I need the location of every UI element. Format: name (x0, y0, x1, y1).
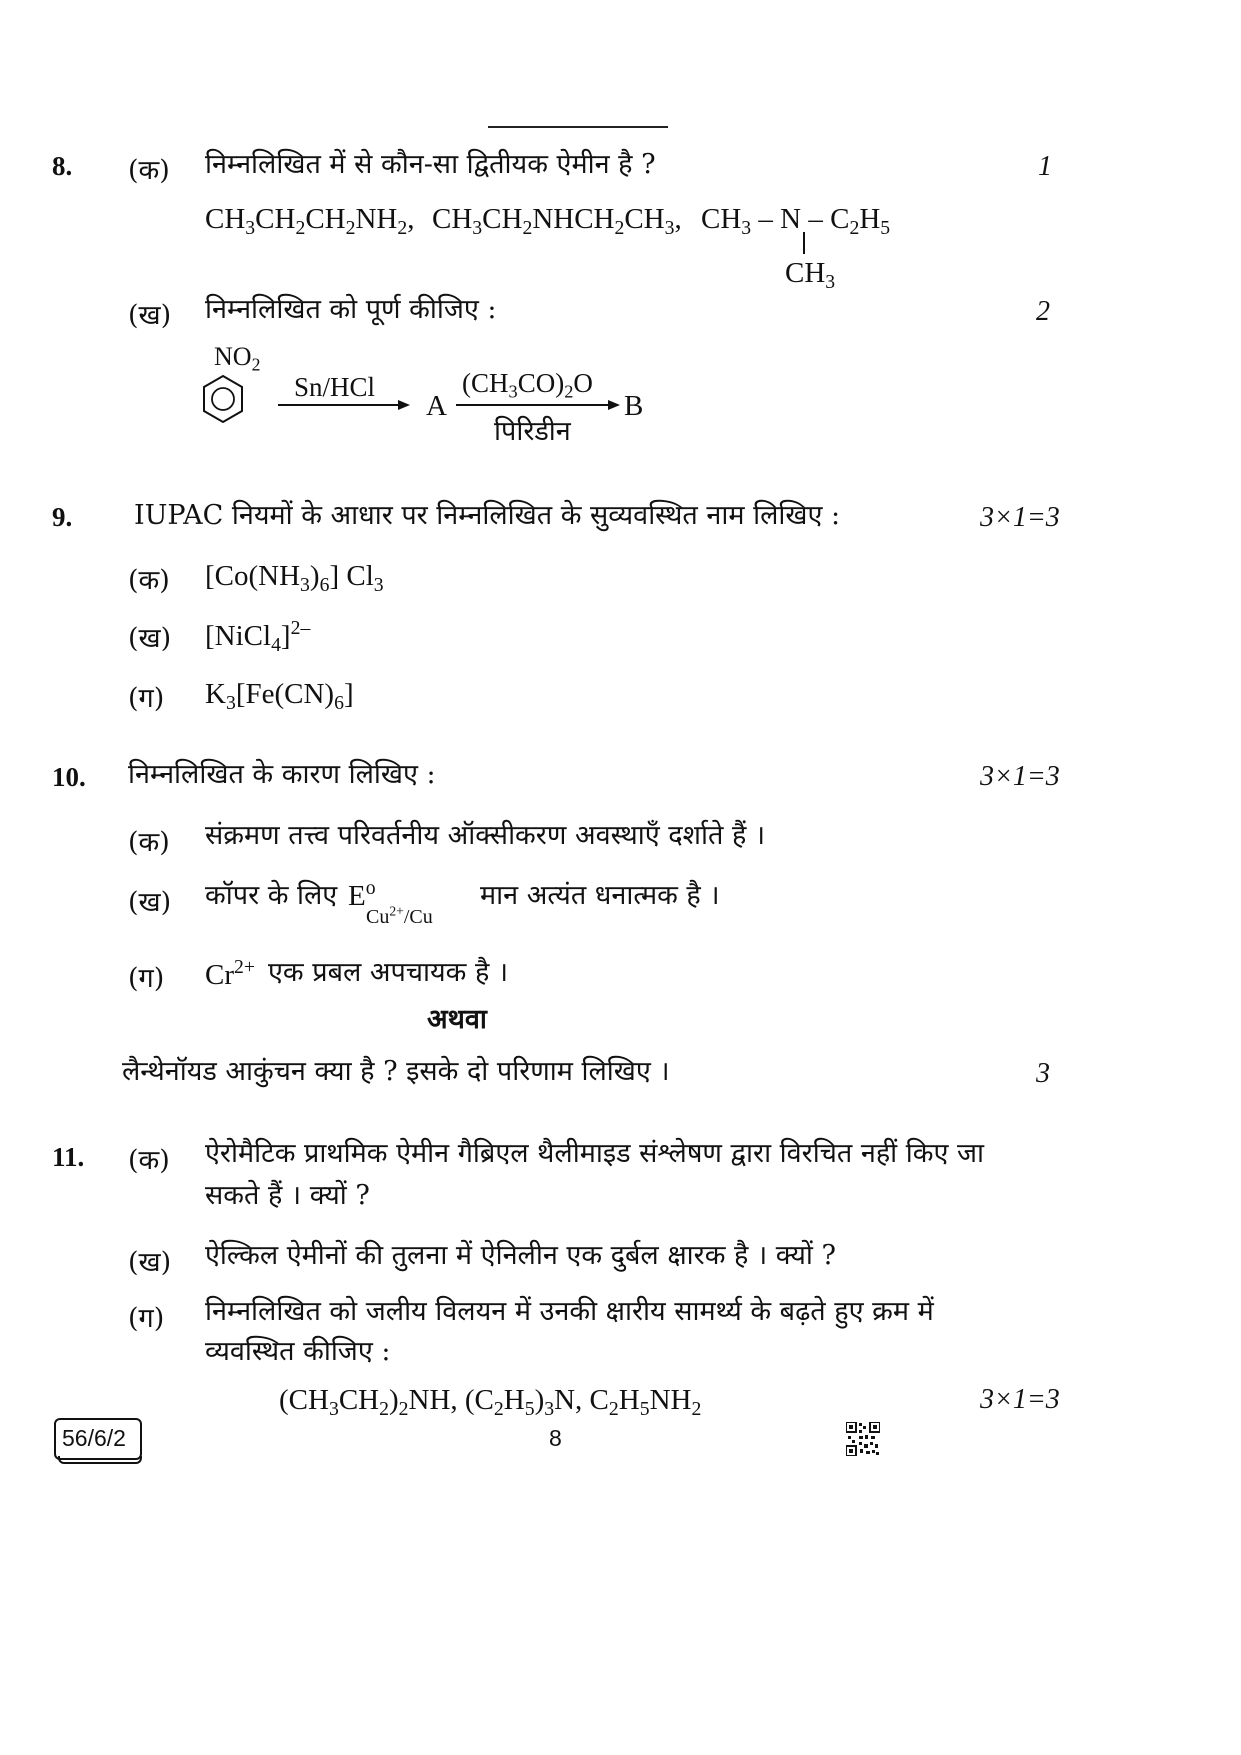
part-label: (क) (128, 565, 170, 596)
part-label: (क) (128, 155, 170, 186)
page-number: 8 (549, 1425, 562, 1451)
ion-formula: $Cr^{2+}$ (205, 956, 255, 991)
part-label: (क) (128, 1145, 170, 1176)
marks: 3×1=3 (980, 1384, 1060, 1415)
paper-code-box-shadow (58, 1456, 142, 1464)
marks: 3×1=3 (980, 761, 1060, 792)
part-label: (ख) (128, 1247, 172, 1278)
question-number: 10. (52, 762, 86, 792)
complex-formula: $K_3[Fe(CN)_6]$ (205, 678, 354, 714)
question-text: निम्नलिखित को जलीय विलयन में उनकी क्षारीय सामर्थ्य के बढ़ते हुए क्रम में (205, 1296, 934, 1327)
part-label: (ग) (128, 1303, 165, 1334)
amines-list: $(CH_3CH_2)_2NH$, $(C_2H_5)_3N$, $C_2H_5NH_2$ (279, 1384, 702, 1420)
electrode-potential-symbol: $E^o$ (348, 877, 376, 912)
question-number: 8. (52, 151, 73, 181)
question-text: एक प्रबल अपचायक है । (268, 957, 509, 988)
question-text: निम्नलिखित के कारण लिखिए : (128, 759, 436, 790)
question-text: संक्रमण तत्त्व परिवर्तनीय ऑक्सीकरण अवस्थाएँ दर्शाते हैं । (205, 820, 766, 851)
marks: 3 (1036, 1058, 1050, 1089)
complex-formula: $[Co(NH_3)_6]$ $Cl_3$ (205, 560, 384, 596)
part-label: (ख) (128, 887, 172, 918)
product-b: B (624, 390, 644, 422)
part-label: (ग) (128, 963, 165, 994)
nitro-group-label: $NO_2$ (214, 342, 261, 375)
electrode-potential-subscript: $Cu^{2+}/Cu$ (366, 903, 433, 928)
product-a: A (426, 390, 447, 422)
qr-code-icon (846, 1422, 880, 1456)
question-text: सकते हैं । क्यों ? (205, 1180, 370, 1211)
question-text: व्यवस्थित कीजिए : (205, 1336, 391, 1367)
question-text: लैन्थेनॉयड आकुंचन क्या है ? इसके दो परिणाम लिखिए । (122, 1056, 670, 1087)
question-text: कॉपर के लिए (205, 880, 338, 911)
bond-line (803, 232, 805, 254)
reagent-sn-hcl: Sn/HCl (294, 372, 376, 402)
marks: 1 (1038, 151, 1052, 182)
complex-formula: [NiCl$_4$]$^{2-}$ (205, 617, 311, 656)
part-label: (ख) (128, 623, 172, 654)
amine-formula-3: $CH_3$ – N – $C_2H_5$ (701, 203, 891, 239)
reaction-arrow-icon (456, 398, 622, 412)
question-text: निम्नलिखित को पूर्ण कीजिए : (205, 294, 497, 325)
paper-code: 56/6/2 (62, 1425, 126, 1451)
question-text: निम्नलिखित में से कौन-सा द्वितीयक ऐमीन है ? (205, 149, 656, 180)
question-text: ऐरोमैटिक प्राथमिक ऐमीन गैब्रिएल थैलीमाइड संश्लेषण द्वारा विरचित नहीं किए जा (205, 1138, 984, 1169)
benzene-ring-icon (200, 372, 246, 428)
question-text: IUPAC नियमों के आधार पर निम्नलिखित के सुव्यवस्थित नाम लिखिए : (134, 500, 841, 531)
question-number: 9. (52, 502, 73, 532)
part-label: (ख) (128, 300, 172, 331)
part-label: (ग) (128, 683, 165, 714)
methyl-branch: $CH_3$ (785, 257, 836, 293)
top-rule (488, 126, 668, 128)
marks: 3×1=3 (980, 502, 1060, 533)
condition-pyridine: पिरिडीन (494, 416, 571, 447)
question-number: 11. (52, 1142, 85, 1172)
amine-formula-1: $CH_3CH_2CH_2NH_2$, (205, 203, 415, 239)
question-text: ऐल्किल ऐमीनों की तुलना में ऐनिलीन एक दुर्बल क्षारक है । क्यों ? (205, 1240, 836, 1271)
reagent-acetic-anhydride: $(CH_3CO)_2O$ (462, 368, 593, 402)
part-label: (क) (128, 827, 170, 858)
reaction-arrow-icon (278, 398, 412, 412)
question-text: मान अत्यंत धनात्मक है । (480, 880, 720, 911)
marks: 2 (1036, 296, 1050, 327)
amine-formula-2: $CH_3CH_2NHCH_2CH_3$, (432, 203, 682, 239)
or-heading: अथवा (427, 1004, 487, 1035)
